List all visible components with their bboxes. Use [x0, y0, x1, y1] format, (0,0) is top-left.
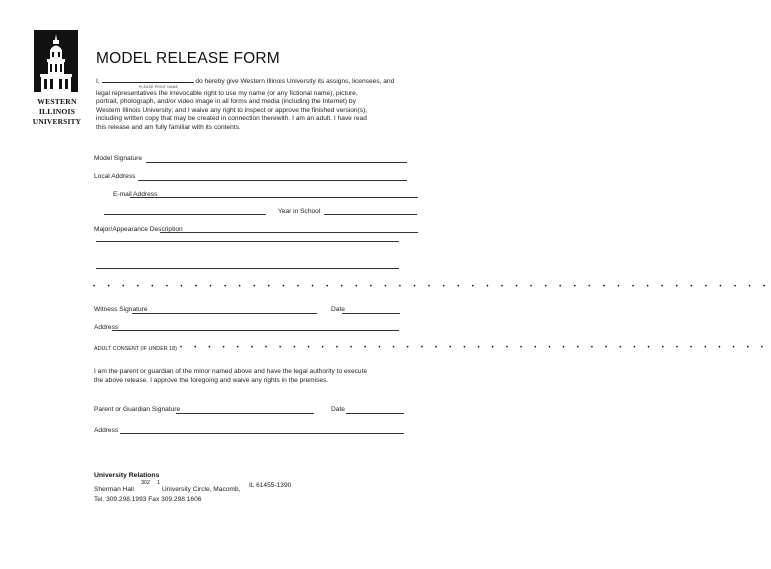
year-in-school-label: Year in School: [278, 208, 321, 215]
footer-street-number: 1: [157, 480, 160, 486]
consent-dotted-separator: • • • • • • • • • • • • • • • • • • • • • • • • • • • • • • • • • • • • • • • • • •: [180, 345, 769, 351]
print-name-hint: PLEASE PRINT NAME: [139, 85, 179, 89]
guardian-date-field[interactable]: [346, 413, 404, 414]
dotted-separator: • • • • • • • • • • • • • • • • • • • • • • • • • • • • • • • • • • • • • • • • • • • • • • •: [93, 284, 771, 290]
local-address-field[interactable]: [138, 180, 407, 181]
tower-icon: [34, 30, 78, 92]
university-logo: [34, 30, 78, 92]
guardian-signature-label: Parent or Guardian Signature: [94, 406, 181, 413]
footer-room-number: 302: [141, 480, 150, 486]
guardian-statement-line-1: I am the parent or guardian of the minor named above and have the legal authority to execute: [94, 368, 368, 375]
year-left-line[interactable]: [104, 214, 266, 215]
appearance-description-label: Major/Appearance Description: [94, 226, 183, 233]
logo-university: UNIVERSITY: [32, 117, 82, 126]
year-in-school-field[interactable]: [324, 214, 417, 215]
model-signature-field[interactable]: [146, 162, 407, 163]
email-address-field[interactable]: [130, 197, 418, 198]
witness-date-field[interactable]: [342, 313, 400, 314]
intro-line-6: this release and am fully familiar with its contents.: [96, 123, 241, 131]
guardian-address-label: Address: [94, 427, 119, 434]
guardian-statement-line-2: the above release. I approve the foregoing and waive any rights in the premises.: [94, 377, 329, 384]
intro-line-4: Western Illinois University; and I waive any right to inspect or approve the finished version(s),: [96, 106, 368, 114]
witness-date-label: Date: [331, 306, 345, 313]
guardian-signature-field[interactable]: [176, 413, 314, 414]
print-name-field[interactable]: [102, 77, 194, 83]
email-address-label: E-mail Address: [113, 191, 158, 198]
witness-address-label: Address: [94, 324, 119, 331]
adult-consent-heading: ADULT CONSENT (IF UNDER 18): [94, 346, 177, 352]
footer-phones: Tel. 309.298.1993 Fax 309.298.1606: [94, 496, 202, 503]
page-title: MODEL RELEASE FORM: [96, 50, 280, 67]
appearance-description-line-2[interactable]: [96, 241, 399, 242]
appearance-description-line-3[interactable]: [96, 268, 399, 269]
guardian-address-field[interactable]: [120, 433, 404, 434]
footer-address-b: University Circle, Macomb,: [162, 486, 241, 493]
model-signature-label: Model Signature: [94, 155, 143, 162]
intro-line-5: including written copy that may be created in connection therewith. I am an adult. I have read: [96, 115, 367, 122]
intro-line-1: I, do hereby give Western Illinois University its assigns, licensees, and: [96, 78, 395, 85]
witness-signature-field[interactable]: [132, 313, 317, 314]
footer-zip: IL 61455-1390: [249, 482, 292, 489]
local-address-label: Local Address: [94, 173, 136, 180]
appearance-description-field[interactable]: [160, 232, 418, 233]
intro-line-2: legal representatives the irrevocable right to use my name (or any fictional name), picture,: [96, 89, 358, 97]
footer-department: University Relations: [94, 472, 160, 479]
witness-signature-label: Witness Signature: [94, 306, 148, 313]
logo-illinois: ILLINOIS: [38, 107, 76, 116]
intro-line-3: portrait, photograph, and/or video image in all forms and media (including the Internet) by: [96, 98, 356, 105]
logo-western: WESTERN: [37, 97, 77, 106]
guardian-date-label: Date: [331, 406, 345, 413]
footer-address-a: Sherman Hall: [94, 486, 134, 493]
witness-address-field[interactable]: [112, 330, 399, 331]
